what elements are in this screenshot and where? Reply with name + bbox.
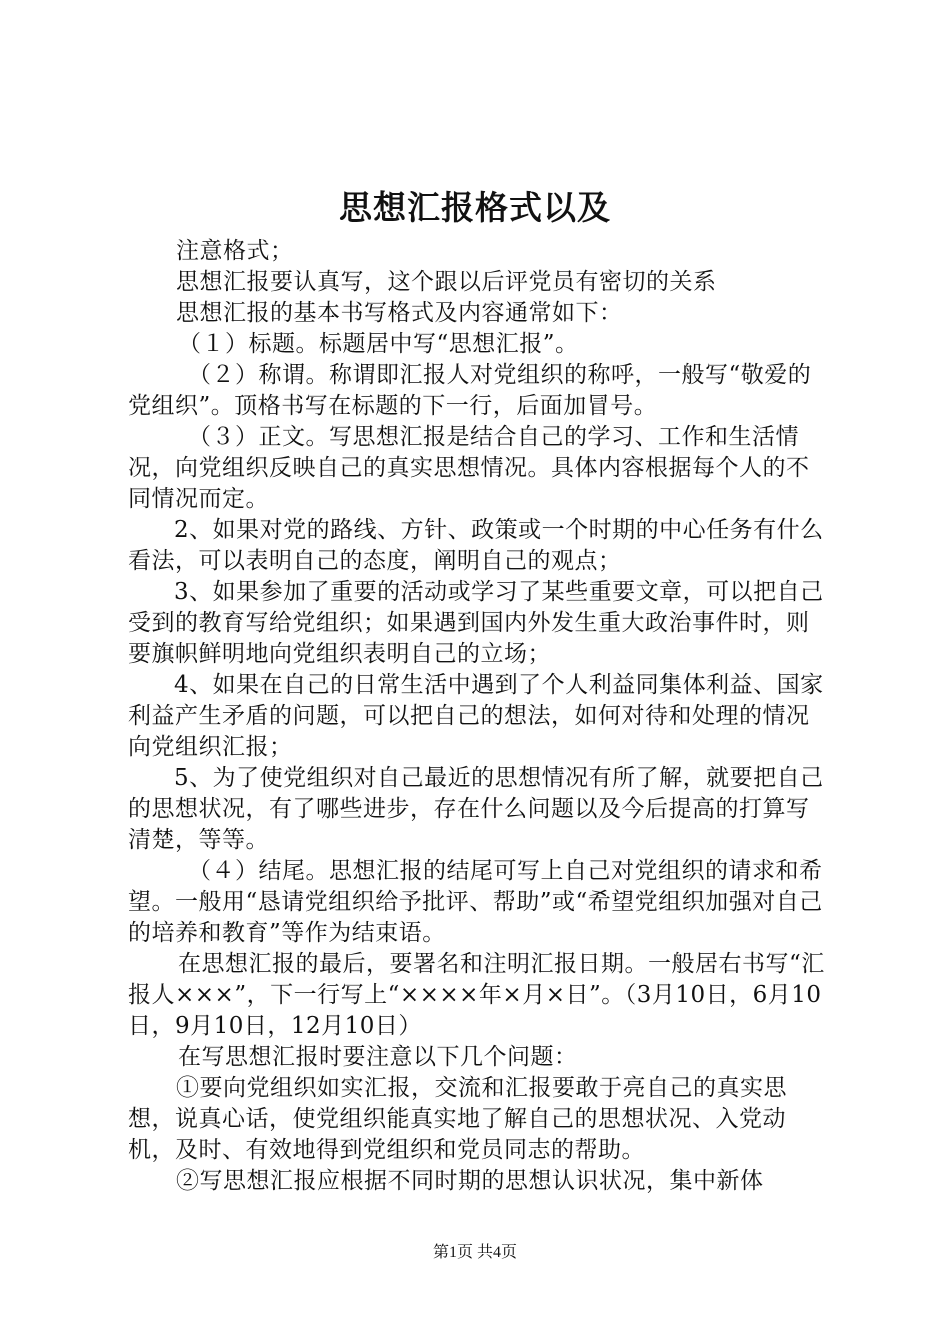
page-footer: 第1页 共4页 (432, 1244, 517, 1261)
document-title: 思想汇报格式以及 (339, 188, 611, 227)
paragraph-ending: （４）结尾。思想汇报的结尾可写上自己对党组织的请求和希望。一般用“恳请党组织给予批评、帮助”或“希望党组织加强对自己的培养和教育”等作为结束语。 (128, 858, 823, 946)
paragraph-item-2: 2、如果对党的路线、方针、政策或一个时期的中心任务有什么看法，可以表明自己的态度，阐明自己的观点； (128, 517, 824, 574)
paragraph-notes-heading: 在写思想汇报时要注意以下几个问题： (178, 1044, 578, 1070)
paragraph-item-5: 5、为了使党组织对自己最近的思想情况有所了解，就要把自己的思想状况，有了哪些进步，存在什么问题以及今后提高的打算写清楚，等等。 (128, 765, 824, 853)
paragraph-note-1: ①要向党组织如实汇报，交流和汇报要敢于亮自己的真实思想，说真心话，使党组织能真实地了解自己的思想状况、入党动机，及时、有效地得到党组织和党员同志的帮助。 (128, 1075, 787, 1163)
paragraph-serious: 思想汇报要认真写，这个跟以后评党员有密切的关系 (176, 269, 717, 295)
paragraph-basic-format: 思想汇报的基本书写格式及内容通常如下： (176, 300, 623, 326)
paragraph-item-3: 3、如果参加了重要的活动或学习了某些重要文章，可以把自己受到的教育写给党组织；如果遇到国内外发生重大政治事件时，则要旗帜鲜明地向党组织表明自己的立场； (128, 579, 824, 667)
paragraph-signature: 在思想汇报的最后，要署名和注明汇报日期。一般居右书写“汇报人×××”，下一行写上“××××年×月×日”。（3月10日，6月10日，9月10日，12月10日） (128, 951, 825, 1039)
paragraph-note-format: 注意格式； (176, 238, 294, 264)
paragraph-salutation: （２）称谓。称谓即汇报人对党组织的称呼，一般写“敬爱的党组织”。顶格书写在标题的下一行，后面加冒号。 (128, 362, 812, 419)
paragraph-main-text: （３）正文。写思想汇报是结合自己的学习、工作和生活情况，向党组织反映自己的真实思想情况。具体内容根据每个人的不同情况而定。 (128, 424, 810, 512)
paragraph-note-2: ②写思想汇报应根据不同时期的思想认识状况，集中新体 (176, 1168, 764, 1194)
paragraph-title-rule: （１）标题。标题居中写“思想汇报”。 (178, 331, 579, 357)
paragraph-item-4: 4、如果在自己的日常生活中遇到了个人利益同集体利益、国家利益产生矛盾的问题，可以把自己的想法，如何对待和处理的情况向党组织汇报； (128, 672, 824, 760)
document-body (128, 236, 828, 1197)
